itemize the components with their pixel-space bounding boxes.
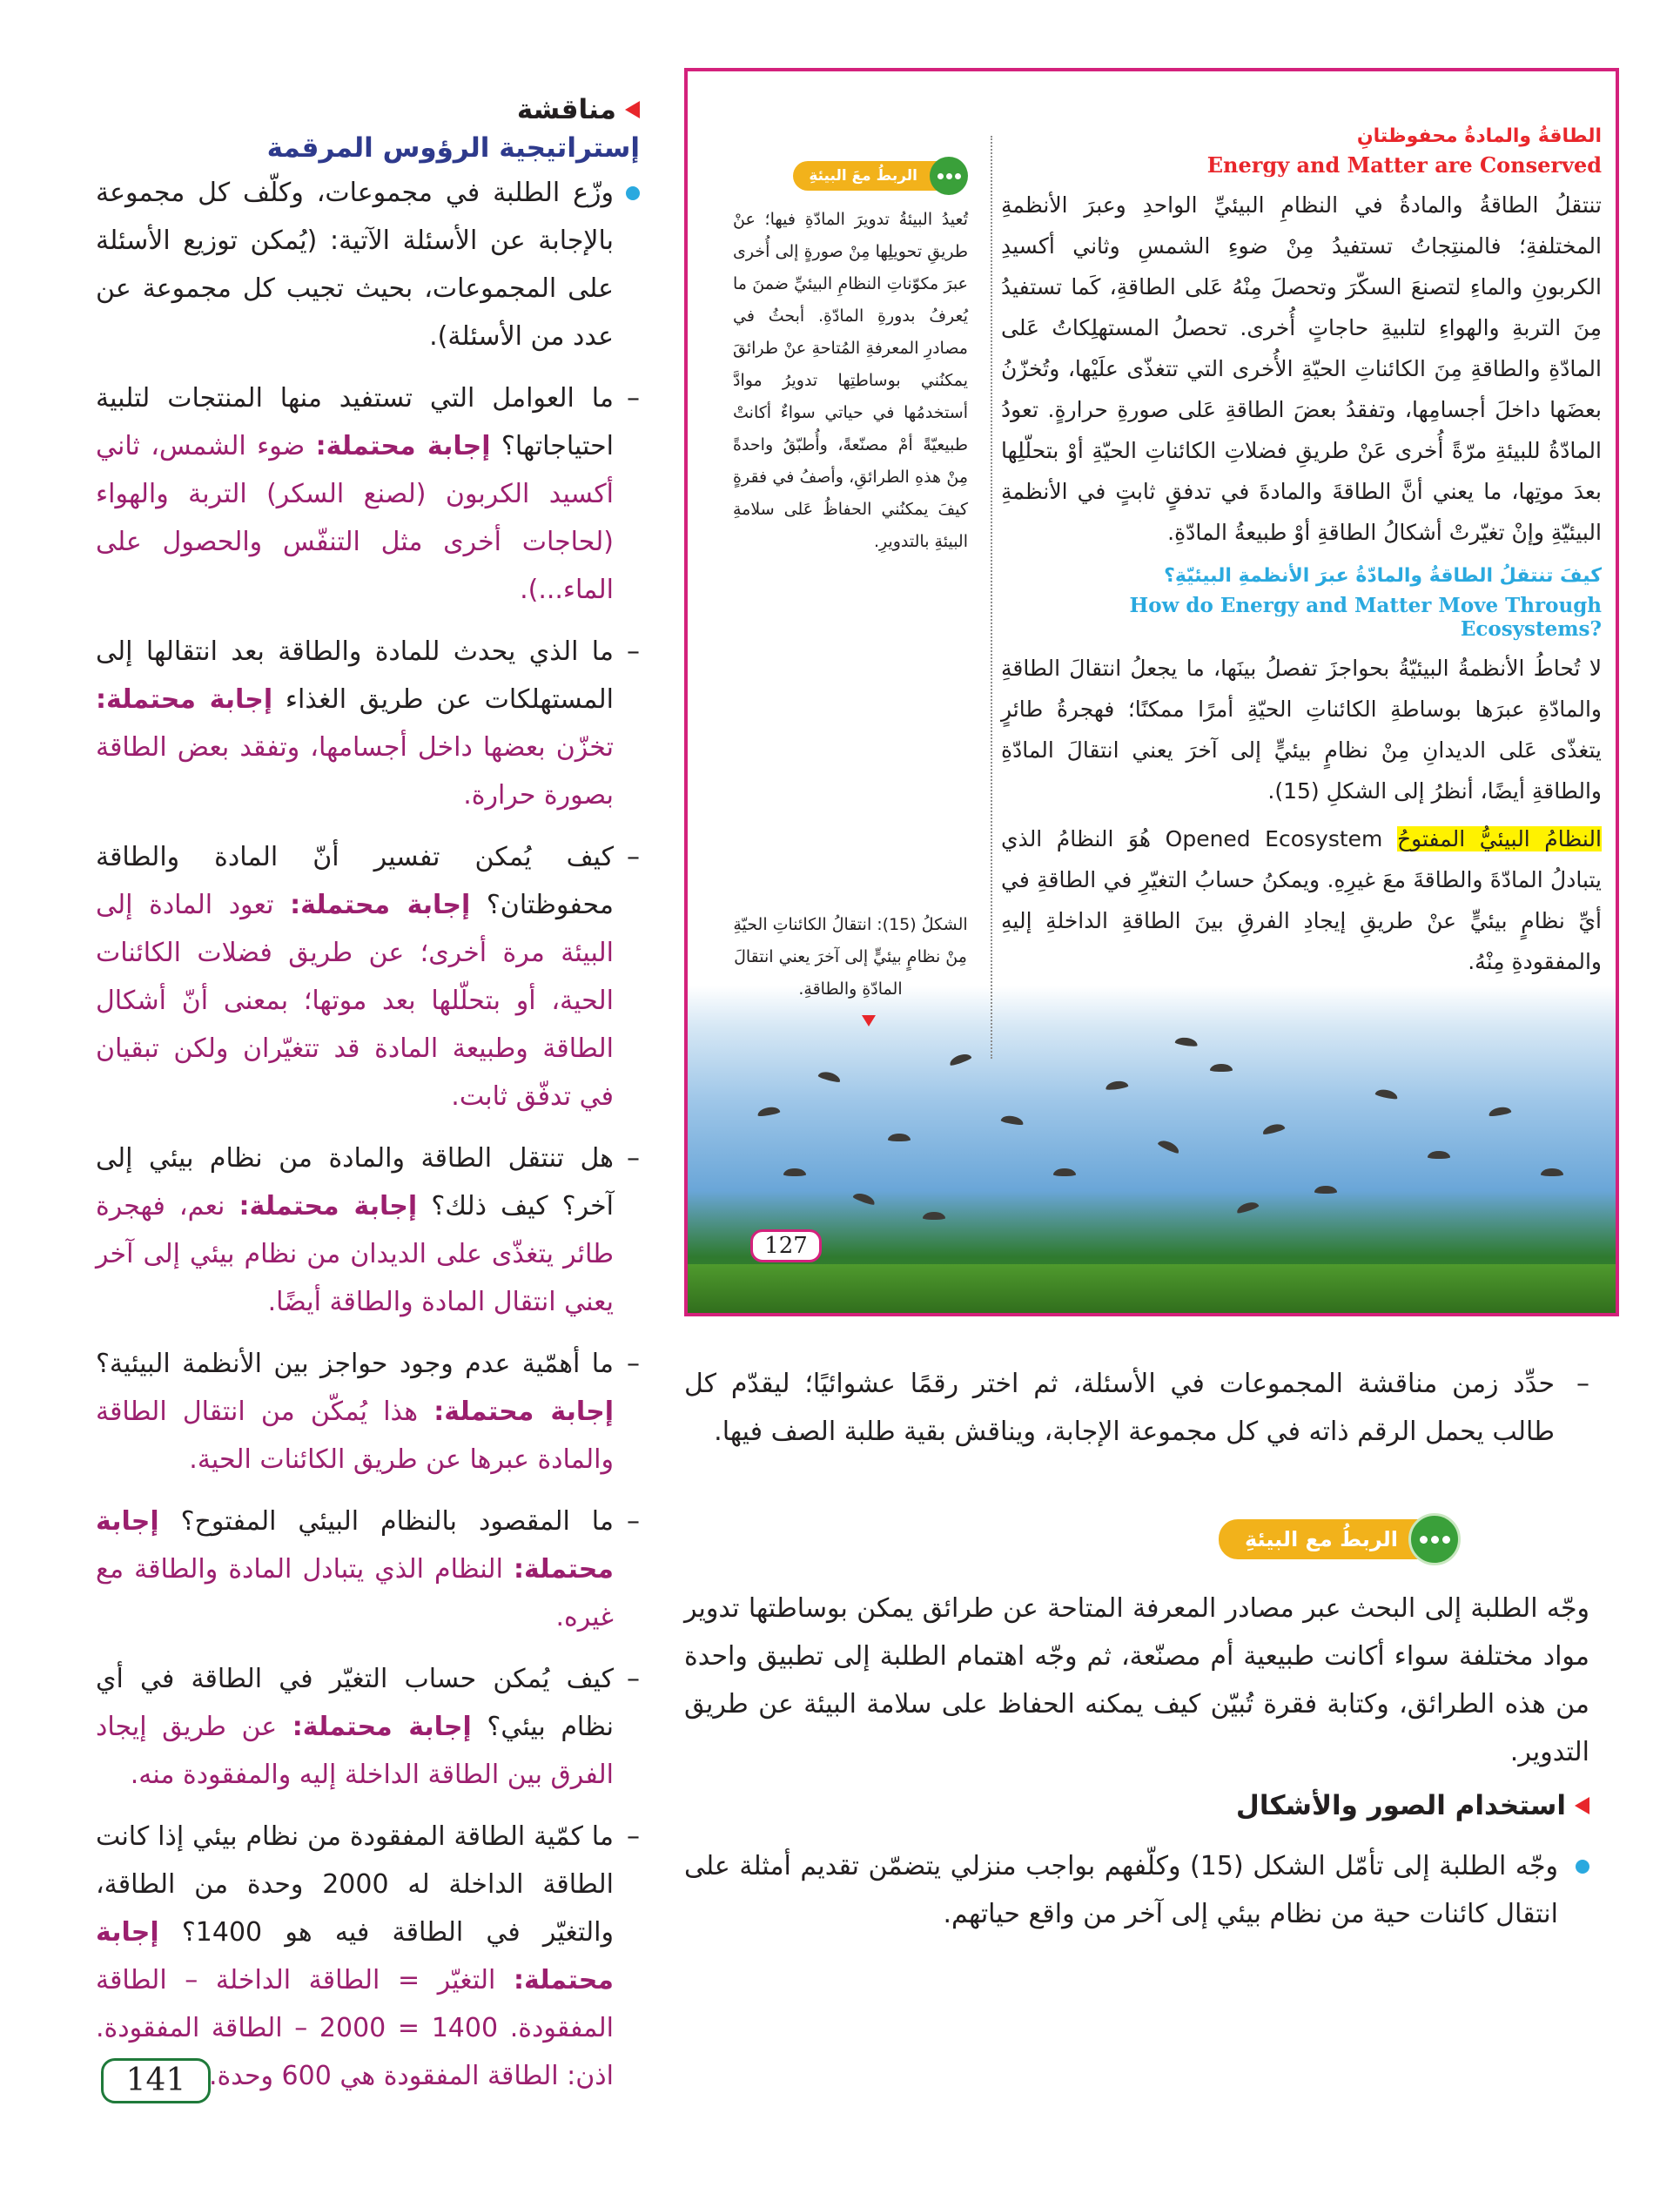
question-text: هل تنتقل الطاقة والمادة من نظام بيئي إلى آخر؟ كيف ذلك؟ xyxy=(96,1143,615,1222)
answer-label: إجابة محتملة: xyxy=(292,1712,472,1742)
column-divider xyxy=(991,136,992,1059)
use-images-heading: استخدام الصور والأشكال xyxy=(684,1790,1589,1821)
open-ecosystem-paragraph: النظامُ البيئيُّ المفتوحُ Opened Ecosystem هُوَ النظامُ الذي يتبادلُ المادّةَ والطاقةَ معَ غيرِهِ. ويمكنُ حسابُ التغيّرِ في الطاقةِ في أيِّ نظامٍ بيئيٍّ عنْ طريقِ إيجادِ الفرقِ بينَ الطاقةِ الداخلةِ إليهِ والمفقودةِ مِنْهُ. xyxy=(1001,826,1602,974)
leaf-dots-icon xyxy=(930,157,968,195)
subsection-title-en: How do Energy and Matter Move Through Ecosystems? xyxy=(1129,594,1602,641)
answer-label: إجابة محتملة: xyxy=(96,1506,614,1585)
question-item-2: – ما الذي يحدث للمادة والطاقة بعد انتقالها إلى المستهلكات عن طريق الغذاء إجابة محتملة: تخزّن بعضها داخل أجسامها، وتفقد بعض الطاقة بصورة حرارة. xyxy=(96,636,640,811)
answer-text: التغيّر = الطاقة الداخلة – الطاقة المفقودة. 1400 = 2000 – الطاقة المفقودة. اذن: الطاقة المفقودة هي 600 وحدة. xyxy=(96,1965,614,2091)
question-item-6: – ما المقصود بالنظام البيئي المفتوح؟ إجابة محتملة: النظام الذي يتبادل المادة والطاقة مع غيره. xyxy=(96,1506,640,1632)
question-text: ما العوامل التي تستفيد منها المنتجات لتلبية احتياجاتها؟ xyxy=(96,383,614,461)
section-title-en: Energy and Matter are Conserved xyxy=(1206,152,1602,178)
question-item-3: – كيف يُمكن تفسير أنّ المادة والطاقة محفوظتان؟ إجابة محتملة: تعود المادة إلى البيئة مرة أخرى؛ عن طريق فضلات الكائنات الحية، أو بتحلّلها بعد موتها؛ بمعنى أنّ أشكال الطاقة وطبيعة المادة قد تتغيّران ولكن تبقيان في تدفّق ثابت. xyxy=(96,842,640,1112)
movement-paragraph: لا تُحاطُ الأنظمةُ البيئيّةُ بحواجزَ تفصلُ بينَها، ما يجعلُ انتقالَ الطاقةِ والمادّةِ عبرَها بوساطةِ الكائناتِ الحيّةِ أمرًا ممكنًا؛ فهجرةُ طائرٍ يتغذّى عَلى الديدانِ مِنْ نظامٍ بيئيٍّ إلى آخرَ يعني انتقالَ المادّةِ والطاقةِ أيضًا، أنظرُ إلى الشكلِ (15). xyxy=(1001,656,1602,804)
leaf-dots-icon xyxy=(1408,1513,1461,1565)
question-item-1: – ما العوامل التي تستفيد منها المنتجات لتلبية احتياجاتها؟ إجابة محتملة: ضوء الشمس، ثاني أكسيد الكربون (لصنع السكر) التربة والهواء (لحاجات أخرى مثل التنفّس والحصول على الماء...). xyxy=(96,383,640,605)
answer-label: إجابة محتملة: xyxy=(433,1396,614,1427)
intro-paragraph: وزّع الطلبة في مجموعات، وكلّف كل مجموعة بالإجابة عن الأسئلة الآتية: (يُمكن توزيع الأسئلة على المجموعات، بحيث تجيب كل مجموعة عن عدد من الأسئلة). xyxy=(96,169,640,360)
answer-text: عن طريق إيجاد الفرق بين الطاقة الداخلة إليه والمفقودة منه. xyxy=(96,1712,614,1790)
figure-caption: الشكلُ (15): انتقالُ الكائناتِ الحيّةِ مِنْ نظامٍ بيئيٍّ إلى آخرَ يعني انتقالَ المادّةِ والطاقةِ. xyxy=(733,915,968,999)
left-column xyxy=(96,94,640,2100)
use-images-paragraph: وجّه الطلبة إلى تأمّل الشكل (15) وكلّفهم بواجب منزلي يتضمّن تقديم أمثلة على انتقال كائنات حية من نظام بيئي إلى آخر من واقع حياتهم. xyxy=(684,1842,1589,1938)
triangle-marker-icon xyxy=(625,101,640,118)
question-item-7: – كيف يُمكن حساب التغيّر في الطاقة في أي نظام بيئي؟ إجابة محتملة: عن طريق إيجاد الفرق بين الطاقة الداخلة إليه والمفقودة منه. xyxy=(96,1664,640,1790)
conservation-paragraph: تنتقلُ الطاقةُ والمادةُ في النظامِ البيئيِّ الواحدِ وعبرَ الأنظمةِ المختلفةِ؛ فالمنتِجاتُ تستفيدُ مِنْ ضوءِ الشمسِ وثاني أكسيدِ الكربونِ والماءِ لتصنعَ السكّرَ وتحصلَ مِنْهُ عَلى الطاقةِ، كَما تستفيدُ مِنَ التربةِ والهواءِ لتلبيةِ حاجاتٍ أُخرى. تحصلُ المستهلِكاتُ عَلى المادّةِ والطاقةِ مِنَ الكائناتِ الحيّةِ الأُخرى التي تتغذّى علَيْها، وتُخزّنُ بعضَها داخلَ أجسامِها، وتفقدُ بعضَ الطاقةِ عَلى صورةِ حرارةٍ. تعودُ المادّةُ للبيئةِ مرّةً أُخرى عَنْ طريقِ فضلاتِ الكائناتِ الحيّةِ أوْ بتحلّلِها بعدَ موتِها، ما يعني أنَّ الطاقةَ والمادةَ في تدفقٍ ثابتٍ في الأنظمةِ البيئيّةِ وإنْ تغيّرتْ أشكالُ الطاقةِ أوْ طبيعةُ المادّةِ. xyxy=(1001,192,1602,545)
environment-link-badge-large: الربطُ مع البيئةِ xyxy=(1219,1513,1461,1565)
question-item-8: – ما كمّية الطاقة المفقودة من نظام بيئي إذا كانت الطاقة الداخلة له 2000 وحدة من الطاقة، والتغيّر في الطاقة فيه هو 1400؟ إجابة محتملة: التغيّر = الطاقة الداخلة – الطاقة المفقودة. 1400 = 2000 – الطاقة المفقودة. اذن: الطاقة المفقودة هي 600 وحدة. xyxy=(96,1821,640,2091)
answer-text: تخزّن بعضها داخل أجسامها، وتفقد بعض الطاقة بصورة حرارة. xyxy=(96,732,614,811)
time-note-paragraph: – حدِّد زمن مناقشة المجموعات في الأسئلة، ثم اختر رقمًا عشوائيًا؛ ليقدّم كل طالب يحمل الرقم ذاته في كل مجموعة الإجابة، ويناقش بقية طلبة الصف فيها. xyxy=(684,1369,1589,1447)
answer-label: إجابة محتملة: xyxy=(96,1917,614,1995)
answer-text: ضوء الشمس، ثاني أكسيد الكربون (لصنع السكر) التربة والهواء (لحاجات أخرى مثل التنفّس والحصول على الماء...). xyxy=(96,431,614,605)
question-item-4: – هل تنتقل الطاقة والمادة من نظام بيئي إلى آخر؟ كيف ذلك؟ إجابة محتملة: نعم، فهجرة طائر يتغذّى على الديدان من نظام بيئي إلى آخر يعني انتقال المادة والطاقة أيضًا. xyxy=(96,1143,640,1317)
question-text: ما أهمّية عدم وجود حواجز بين الأنظمة البيئية؟ xyxy=(96,1349,614,1379)
answer-text: نعم، فهجرة طائر يتغذّى على الديدان من نظام بيئي إلى آخر يعني انتقال المادة والطاقة أيضًا. xyxy=(96,1191,614,1317)
bullet-dot-icon xyxy=(626,186,640,200)
question-text: ما الذي يحدث للمادة والطاقة بعد انتقالها إلى المستهلكات عن طريق الغذاء xyxy=(96,636,614,715)
environment-link-badge: الربطُ معَ البيئةِ xyxy=(733,157,968,195)
textbook-page-number: 127 xyxy=(750,1229,822,1262)
english-term: Opened Ecosystem xyxy=(1165,826,1383,851)
answer-label: إجابة محتملة: xyxy=(315,431,491,461)
answer-text: هذا يُمكّن من انتقال الطاقة والمادة عبرها عن طريق الكائنات الحية. xyxy=(96,1396,614,1475)
answer-label: إجابة محتملة: xyxy=(239,1191,418,1222)
environment-link-paragraph: وجّه الطلبة إلى البحث عبر مصادر المعرفة المتاحة عن طرائق يمكن بوساطتها تدوير مواد مختلفة سواء أكانت طبيعية أم مصنّعة، ثم وجّه اهتمام الطلبة إلى تطبيق واحدة من هذه الطرائق، وكتابة فقرة تُبيّن كيف يمكنه الحفاظ على سلامة البيئة عن طريق التدوير. xyxy=(684,1593,1589,1767)
environment-link-text: تُعيدُ البيئةُ تدويرَ المادّةِ فيها؛ عنْ طريقِ تحويلِها مِنْ صورةٍ إلى أُخرى عبرَ مكوّناتِ النظامِ البيئيِّ ضمنَ ما يُعرفُ بدورةِ المادّةِ. أبحثُ في مصادرِ المعرفةِ المُتاحةِ عنْ طرائقَ يمكنُني بوساطتِها تدويرُ موادَّ أستخدمُها في حياتي سواءٌ أكانتْ طبيعيّةً أمْ مصنّعةً، وأُطبّقُ واحدةً مِنْ هذهِ الطرائقِ، وأصفُ في فقرةٍ كيفَ يمكنُني الحفاظُ عَلى سلامةِ البيئةِ بالتدويرِ. xyxy=(733,210,968,551)
answer-label: إجابة محتملة: xyxy=(290,890,471,920)
answer-label: إجابة محتملة: xyxy=(96,684,273,715)
triangle-marker-icon xyxy=(1575,1797,1589,1814)
question-text: ما كمّية الطاقة المفقودة من نظام بيئي إذا كانت الطاقة الداخلة له 2000 وحدة من الطاقة، والتغيّر في الطاقة فيه هو 1400؟ xyxy=(96,1821,614,1948)
answer-text: النظام الذي يتبادل المادة والطاقة مع غيره. xyxy=(96,1554,614,1632)
textbook-side-column xyxy=(733,157,968,558)
question-item-5: – ما أهمّية عدم وجود حواجز بين الأنظمة البيئية؟ إجابة محتملة: هذا يُمكّن من انتقال الطاقة والمادة عبرها عن طريق الكائنات الحية. xyxy=(96,1349,640,1475)
question-text: كيف يُمكن حساب التغيّر في الطاقة في أي نظام بيئي؟ xyxy=(96,1664,614,1742)
question-text: كيف يُمكن تفسير أنّ المادة والطاقة محفوظتان؟ xyxy=(96,842,614,920)
subsection-title-ar: كيفَ تنتقلُ الطاقةُ والمادّةُ عبرَ الأنظمةِ البيئيّةِ؟ xyxy=(1164,565,1602,587)
time-note-block xyxy=(684,1360,1589,1456)
highlighted-term: النظامُ البيئيُّ المفتوحُ xyxy=(1396,826,1602,851)
answer-text: تعود المادة إلى البيئة مرة أخرى؛ عن طريق فضلات الكائنات الحية، أو بتحلّلها بعد موتها؛ بمعنى أنّ أشكال الطاقة وطبيعة المادة قد تتغيّران ولكن تبقيان في تدفّق ثابت. xyxy=(96,890,614,1112)
question-text: ما المقصود بالنظام البيئي المفتوح؟ xyxy=(180,1506,614,1537)
caption-pointer-icon xyxy=(862,1015,876,1026)
guide-page-number: 141 xyxy=(101,2058,211,2103)
textbook-main-column xyxy=(1001,125,1602,982)
strategy-title: إستراتيجية الرؤوس المرقمة xyxy=(266,132,640,164)
bullet-dot-icon xyxy=(1576,1860,1589,1874)
grass-field xyxy=(688,1264,1616,1316)
section-title-ar: الطاقةُ والمادةُ محفوظتانِ xyxy=(1356,125,1602,147)
textbook-page-frame xyxy=(684,68,1619,1316)
discussion-heading: مناقشة xyxy=(96,94,640,125)
